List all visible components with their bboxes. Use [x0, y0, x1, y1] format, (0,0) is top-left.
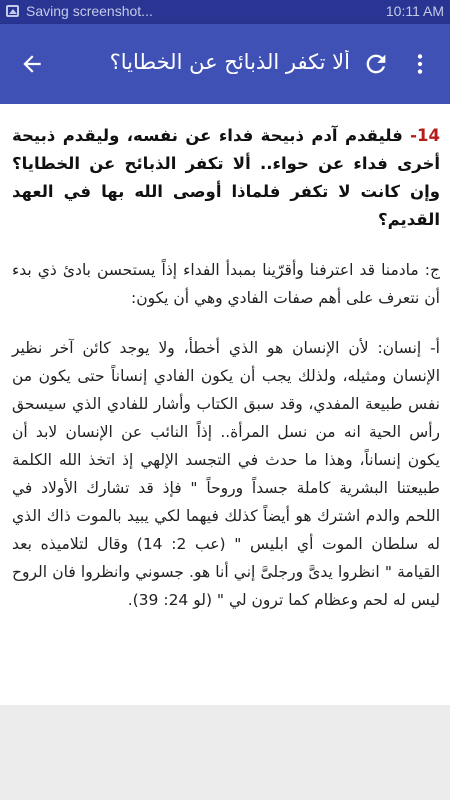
- more-options-button[interactable]: [402, 46, 438, 82]
- answer-intro: ج: مادمنا قد اعترفنا وأقرّينا بمبدأ الفداء إذاً يستحسن بادئ ذي بدء أن نتعرف على أهم صفات الفادي وهي أن يكون:: [12, 261, 440, 307]
- back-button[interactable]: [14, 46, 50, 82]
- question-heading: [12, 122, 440, 234]
- page-title: ألا تكفر الذبائح عن الخطايا؟: [109, 50, 350, 74]
- app-bar: [0, 24, 450, 104]
- arrow-back-icon: [19, 51, 45, 77]
- status-notification-text: Saving screenshot...: [26, 3, 153, 19]
- refresh-button[interactable]: [358, 46, 394, 82]
- screenshot-icon: [6, 5, 19, 17]
- refresh-icon: [362, 50, 390, 78]
- article-content[interactable]: [0, 104, 450, 705]
- more-vert-icon: [407, 51, 433, 77]
- question-text: فليقدم آدم ذبيحة فداء عن نفسه، وليقدم ذبيحة أخرى فداء عن حواء.. ألا تكفر الذبائح عن الخطايا؟ وإن كانت لا تكفر فلماذا أوصى الله بها في العهد القديم؟: [12, 126, 440, 229]
- question-number: 14-: [410, 126, 440, 145]
- status-time: 10:11 AM: [385, 3, 444, 19]
- answer-point-a: أ- إنسان: لأن الإنسان هو الذي أخطأ، ولا يوجد كائن آخر نظير الإنسان ومثيله، ولذلك يجب أن يكون الفادي إنساناً حتى يكون من نفس طبيعة المفدي، وقد سبق الكتاب وأشار للفادي الذي سيسحق رأس الحية انه من نسل المرأة.. إذاً النائب عن الإنسان لابد أن يكون إنساناً، وهذا ما حدث في التجسد الإلهي إذ اتخذ الله الكلمة طبيعتنا البشرية كاملة جسداً وروحاً " فإذ قد تشارك الأولاد في اللحم والدم اشترك هو أيضاً كذلك فيهما لكي يبيد بالموت ذاك الذي له سلطان الموت أي ابليس " (عب 2: 14) وقال لتلاميذه بعد القيامة " انظروا يدىَّ ورجلىَّ إني أنا هو. جسوني وانظروا فان الروح ليس له لحم وعظام كما ترون لي " (لو 24: 39).: [12, 339, 440, 609]
- status-bar: [0, 0, 450, 24]
